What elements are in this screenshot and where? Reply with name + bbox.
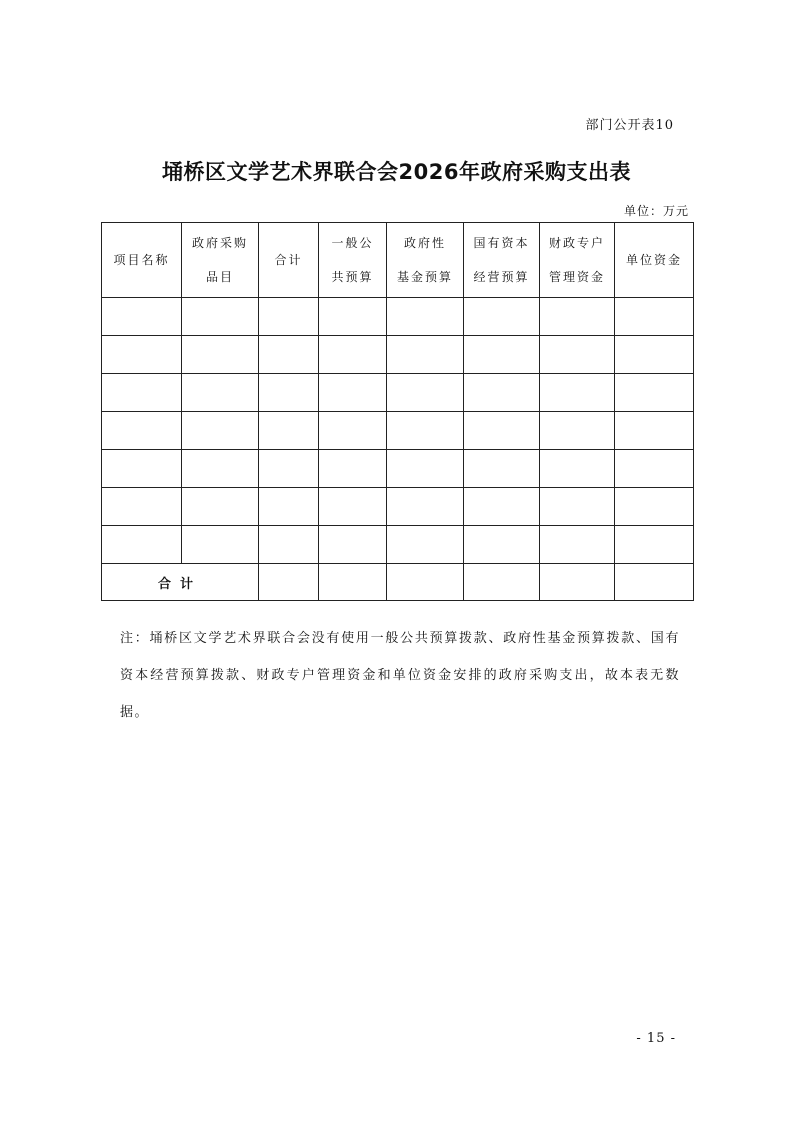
page-number: - 15 - [636,1031,676,1046]
table-cell [615,412,694,450]
table-cell [387,488,464,526]
footnote: 注：埇桥区文学艺术界联合会没有使用一般公共预算拨款、政府性基金预算拨款、国有资本经营预算拨款、财政专户管理资金和单位资金安排的政府采购支出，故本表无数据。 [120,631,680,720]
table-cell [615,526,694,564]
table-cell [259,526,319,564]
header-total: 合计 [259,223,319,298]
table-cell [102,336,182,374]
header-government-fund-budget: 政府性 基金预算 [387,223,464,298]
table-cell [387,564,464,601]
table-row [102,374,694,412]
table-cell [464,450,540,488]
table-cell [464,412,540,450]
table-row [102,412,694,450]
table-cell [182,412,259,450]
total-label: 合计 [102,564,259,601]
table-cell [540,488,615,526]
table-cell [387,526,464,564]
header-item-name: 项目名称 [102,223,182,298]
header-special-account-funds: 财政专户 管理资金 [540,223,615,298]
table-cell [615,564,694,601]
table-cell [387,336,464,374]
header-unit-funds: 单位资金 [615,223,694,298]
procurement-table [101,222,694,601]
table-cell [182,374,259,412]
table-cell [464,374,540,412]
total-row [102,564,694,601]
table-header [102,223,694,298]
table-cell [540,526,615,564]
table-cell [259,564,319,601]
header-procurement-category: 政府采购 品目 [182,223,259,298]
table-row [102,298,694,336]
header-general-public-budget: 一般公 共预算 [319,223,387,298]
table-cell [319,526,387,564]
table-cell [259,298,319,336]
table-cell [182,450,259,488]
table-cell [540,412,615,450]
table-cell [464,488,540,526]
header-state-capital-budget: 国有资本 经营预算 [464,223,540,298]
table-cell [387,374,464,412]
table-cell [259,374,319,412]
table-row [102,488,694,526]
table-row [102,526,694,564]
table-cell [102,412,182,450]
table-cell [182,526,259,564]
unit-label: 单位：万元 [623,204,689,218]
table-cell [102,488,182,526]
page-title: 埇桥区文学艺术界联合会2026年政府采购支出表 [162,160,631,184]
table-cell [319,488,387,526]
table-cell [102,374,182,412]
table-cell [259,412,319,450]
table-number-label: 部门公开表10 [585,118,674,133]
table-cell [615,374,694,412]
table-cell [387,412,464,450]
table-cell [259,450,319,488]
table-cell [102,450,182,488]
table-cell [319,564,387,601]
table-cell [615,488,694,526]
table-cell [319,298,387,336]
table-cell [615,450,694,488]
table-body [102,298,694,564]
table-cell [319,374,387,412]
table-cell [464,298,540,336]
table-cell [540,564,615,601]
table-cell [387,298,464,336]
table-cell [387,450,464,488]
table-cell [464,336,540,374]
table-cell [182,298,259,336]
table-cell [464,526,540,564]
table-cell [319,412,387,450]
table-cell [540,298,615,336]
table-cell [464,564,540,601]
table-cell [540,450,615,488]
table-cell [102,526,182,564]
table-cell [319,336,387,374]
table-row [102,450,694,488]
table-cell [319,450,387,488]
table-cell [182,336,259,374]
table-cell [615,336,694,374]
table-cell [182,488,259,526]
table-row [102,336,694,374]
table-cell [259,336,319,374]
table-cell [102,298,182,336]
table-cell [615,298,694,336]
table-cell [540,374,615,412]
table-cell [540,336,615,374]
table-cell [259,488,319,526]
